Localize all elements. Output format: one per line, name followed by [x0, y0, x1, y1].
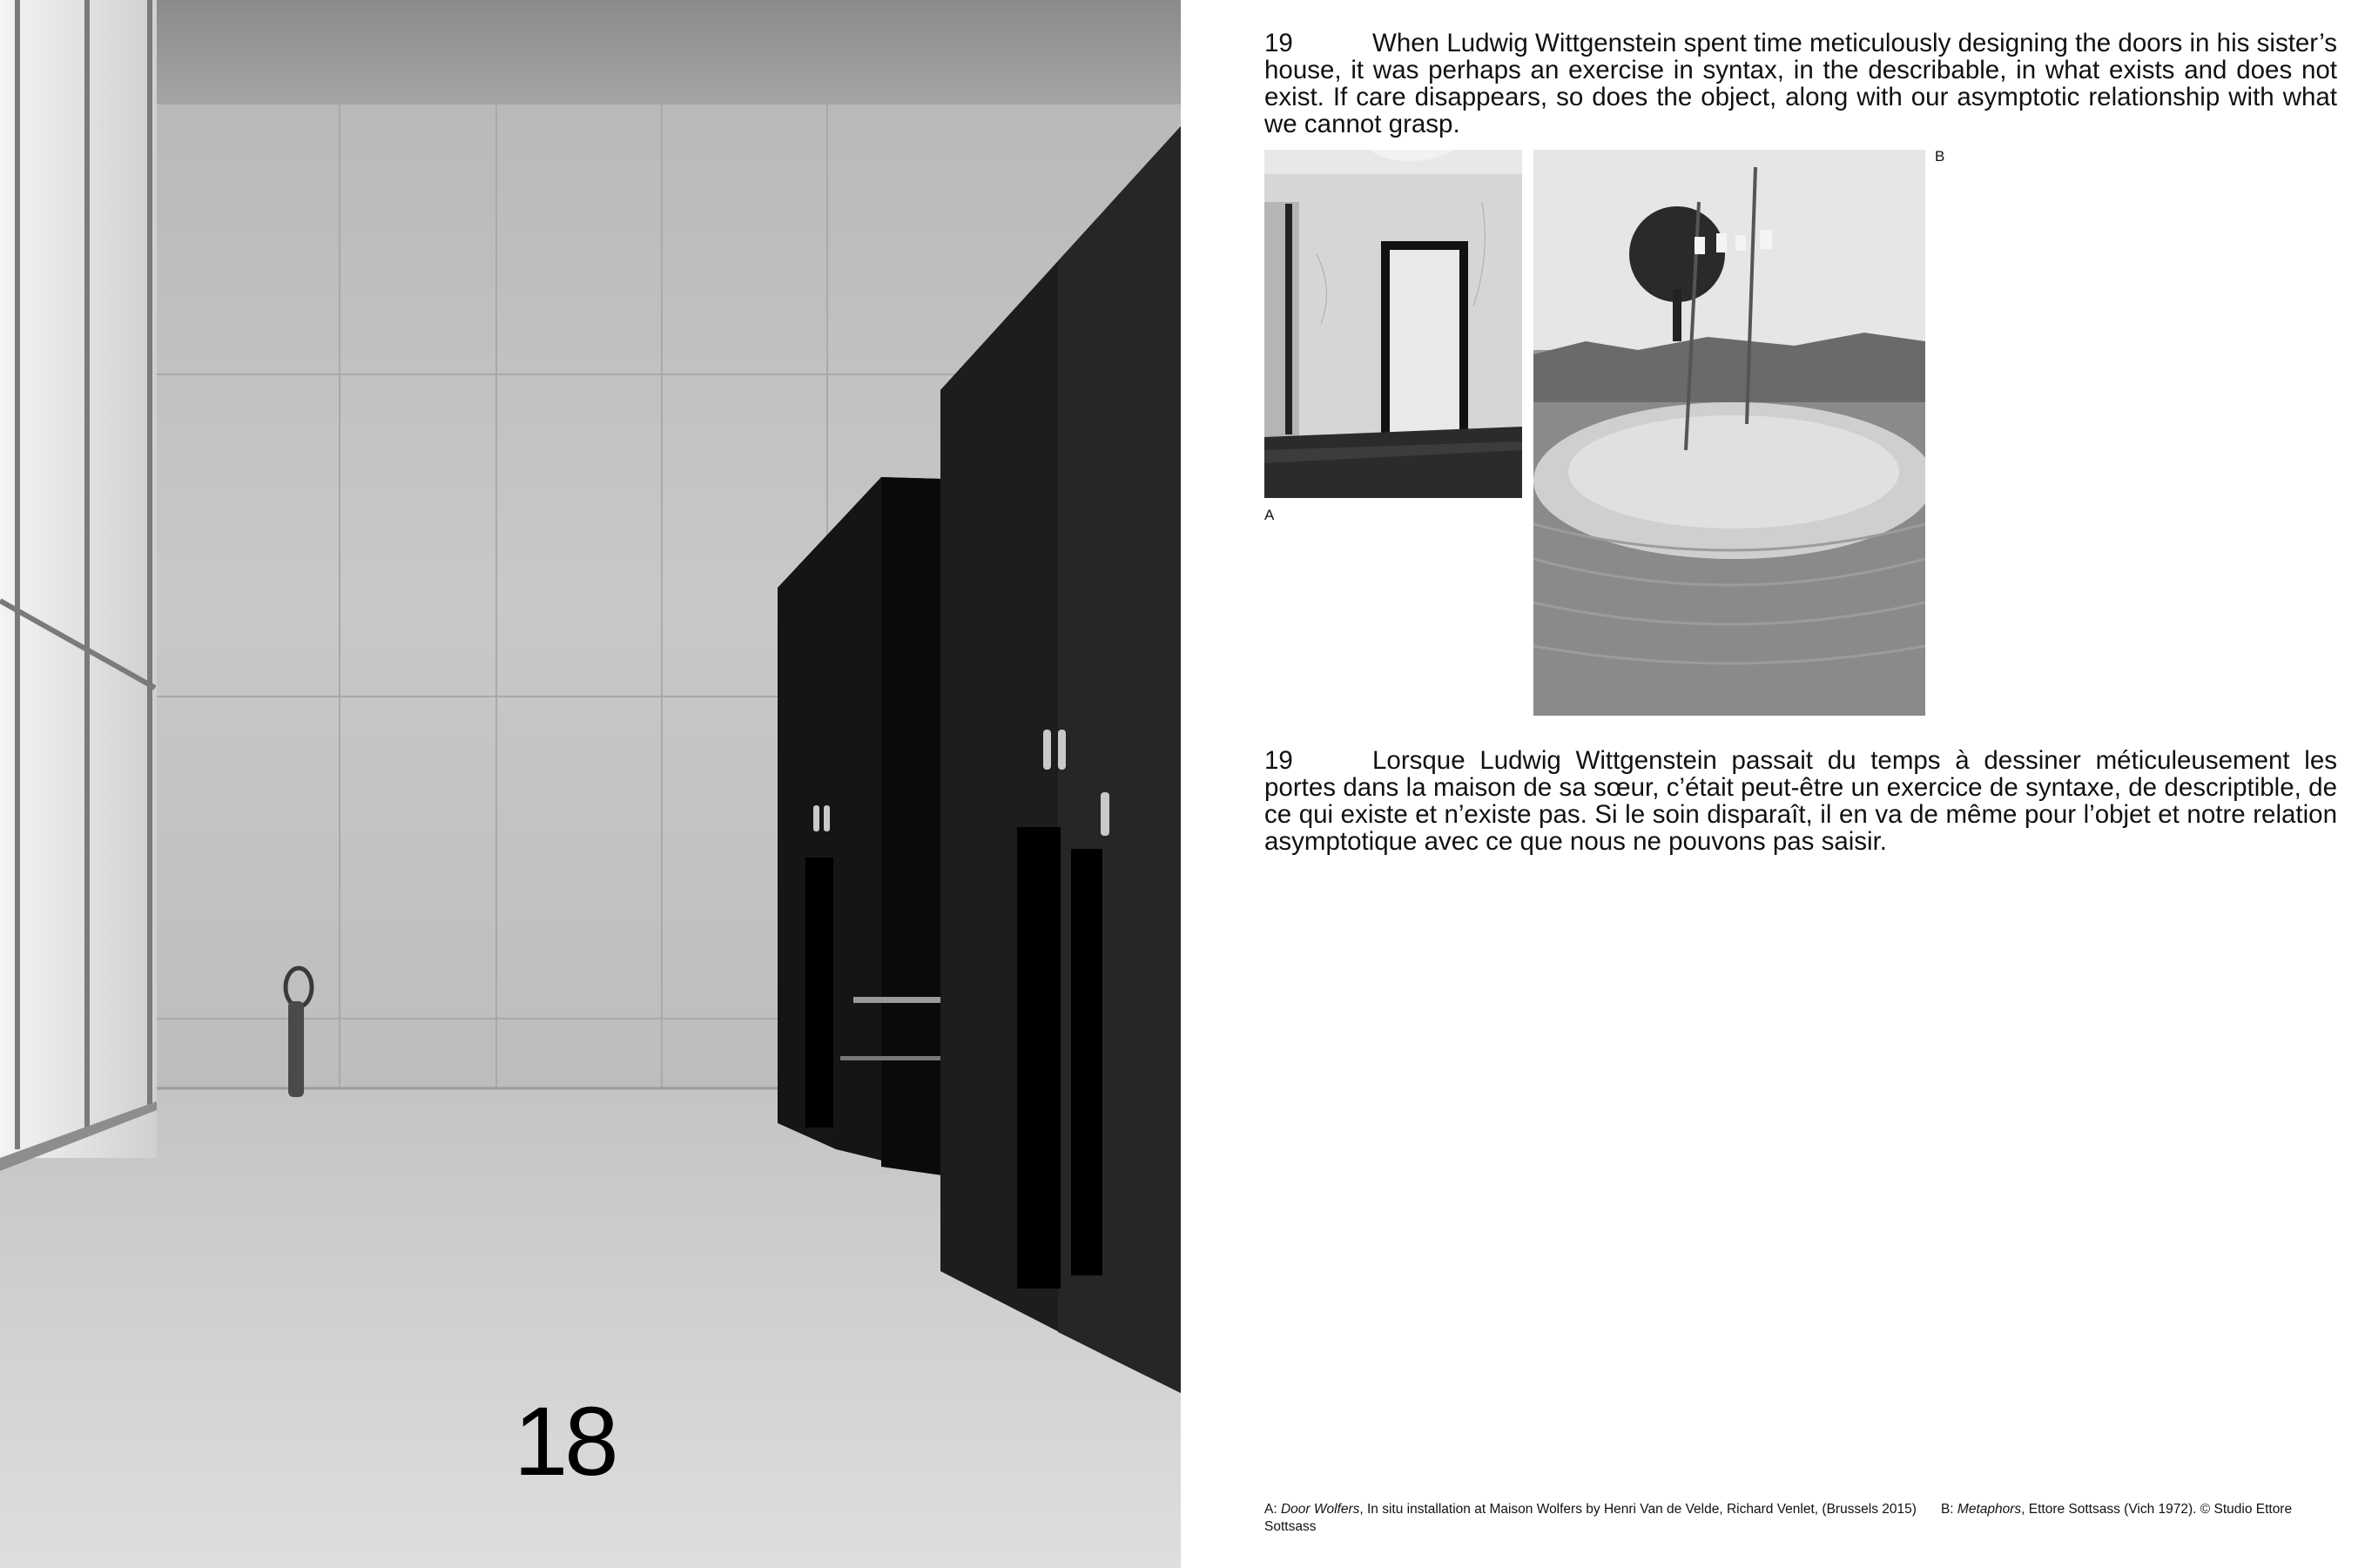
paragraph-number: 19	[1264, 746, 1293, 775]
figure-captions	[1264, 1501, 2337, 1536]
caption-a	[1264, 1502, 1917, 1517]
landscape-sculpture-photo	[1533, 150, 1925, 716]
paragraph-text: When Ludwig Wittgenstein spent time meticulously designing the doors in his sister’s house, it was perhaps an exercise in syntax, in the describable, in what exists and does not exist. If care disappears, so does the object, along with our asymptotic relationship with what we cannot grasp.	[1264, 29, 2337, 138]
gallery-interior-photo	[0, 0, 1181, 1568]
caption-b-title: Metaphors	[1957, 1502, 2022, 1517]
paragraph-number: 19	[1264, 29, 1293, 57]
paragraph-french	[1264, 747, 2337, 855]
caption-b-prefix: B:	[1940, 1502, 1957, 1517]
figure-b-label: B	[1935, 148, 1945, 165]
caption-a-text: , In situ installation at Maison Wolfers by Henri Van de Velde, Richard Venlet, (Brussels 2015)	[1359, 1502, 1917, 1517]
page-number-left: 18	[514, 1387, 616, 1496]
figure-b-image	[1533, 150, 1925, 716]
figure-a-image	[1264, 150, 1522, 498]
right-page	[1181, 0, 2365, 1568]
figure-a-label: A	[1264, 507, 1275, 523]
paragraph-text: Lorsque Ludwig Wittgenstein passait du temps à dessiner méticuleusement les portes dans la maison de sa sœur, c’était peut-être un exercice de syntaxe, de descriptible, de ce qui existe et n’existe pas. Si le soin disparaît, il en va de même pour l’objet et notre relation asymptotique avec ce que nous ne pouvons pas saisir.	[1264, 746, 2337, 856]
caption-a-prefix: A:	[1264, 1502, 1281, 1517]
left-page-photo	[0, 0, 1181, 1568]
caption-b-text: , Ettore Sottsass (Vich 1972). © Studio Ettore Sottsass	[1264, 1502, 2293, 1534]
caption-a-title: Door Wolfers	[1280, 1502, 1360, 1517]
paragraph-english	[1264, 30, 2337, 138]
door-interior-photo	[1264, 150, 1522, 498]
